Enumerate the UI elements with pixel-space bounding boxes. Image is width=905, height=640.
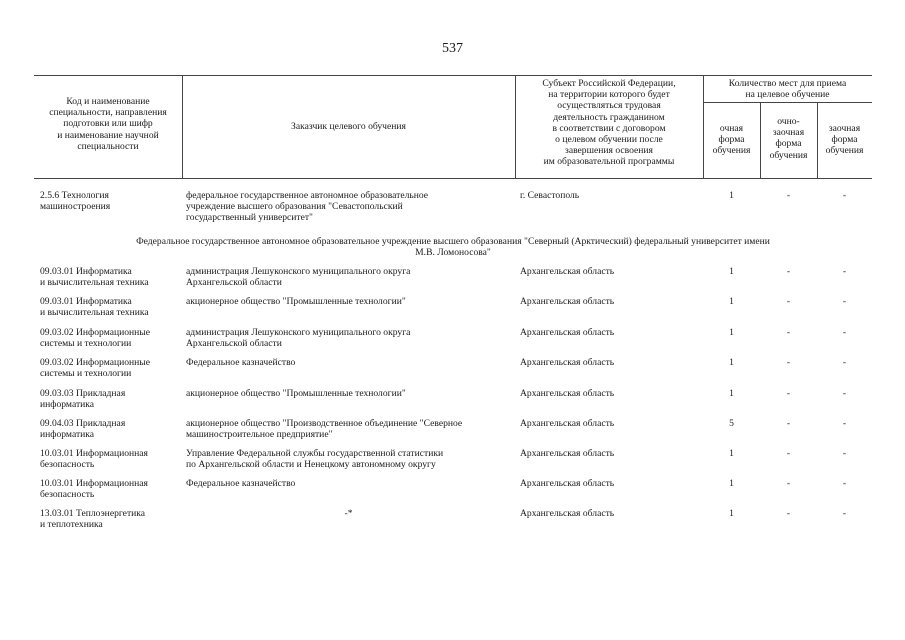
header-sub-rule — [703, 102, 872, 103]
row-code: 09.03.01 Информатика и вычислительная техника — [40, 266, 149, 289]
row-subject: г. Севастополь — [520, 190, 580, 201]
row-subject: Архангельская область — [520, 418, 615, 429]
row-full-time-count: 1 — [729, 448, 734, 459]
row-extramural-count: - — [842, 448, 847, 459]
row-customer: акционерное общество "Промышленные технологии" — [186, 388, 406, 399]
row-customer: -* — [344, 508, 353, 519]
row-code: 09.03.02 Информационные системы и технологии — [40, 357, 151, 380]
row-extramural-count: - — [842, 327, 847, 338]
row-subject: Архангельская область — [520, 448, 615, 459]
header-top-rule — [34, 75, 872, 76]
row-part-time-count: - — [786, 357, 791, 368]
row-part-time-count: - — [786, 418, 791, 429]
row-customer: Управление Федеральной службы государственной статистики по Архангельской области и Ненецкому автономному округу — [186, 448, 444, 471]
row-full-time-count: 1 — [729, 190, 734, 201]
row-subject: Архангельская область — [520, 327, 615, 338]
header-bottom-rule — [34, 178, 872, 179]
row-subject: Архангельская область — [520, 357, 615, 368]
row-customer: федеральное государственное автономное образовательное учреждение высшего образования "Севастопольский государственный университет" — [186, 190, 429, 224]
row-subject: Архангельская область — [520, 296, 615, 307]
row-extramural-count: - — [842, 508, 847, 519]
row-extramural-count: - — [842, 296, 847, 307]
row-part-time-count: - — [786, 327, 791, 338]
row-extramural-count: - — [842, 190, 847, 201]
row-code: 09.04.03 Прикладная информатика — [40, 418, 126, 441]
row-customer: акционерное общество "Промышленные технологии" — [186, 296, 406, 307]
row-code: 09.03.03 Прикладная информатика — [40, 388, 126, 411]
row-code: 09.03.02 Информационные системы и технологии — [40, 327, 151, 350]
row-full-time-count: 5 — [729, 418, 734, 429]
row-customer: администрация Лешуконского муниципального округа Архангельской области — [186, 327, 411, 350]
row-full-time-count: 1 — [729, 327, 734, 338]
row-full-time-count: 1 — [729, 296, 734, 307]
header-extramural-column: заочная форма обучения — [825, 123, 864, 157]
row-extramural-count: - — [842, 418, 847, 429]
header-full-time-column: очная форма обучения — [712, 123, 751, 157]
header-code-column: Код и наименование специальности, направления подготовки или шифр и наименование научной специальности — [49, 96, 167, 152]
row-customer: акционерное общество "Производственное объединение "Северное машиностроительное предприятие" — [186, 418, 463, 441]
row-subject: Архангельская область — [520, 478, 615, 489]
row-subject: Архангельская область — [520, 508, 615, 519]
row-code: 10.03.01 Информационная безопасность — [40, 448, 148, 471]
row-extramural-count: - — [842, 357, 847, 368]
section-title: Федеральное государственное автономное образовательное учреждение высшего образования "Северный (Арктический) федеральный университет имени М.В. Ломоносова" — [136, 236, 770, 259]
row-code: 10.03.01 Информационная безопасность — [40, 478, 148, 501]
row-part-time-count: - — [786, 448, 791, 459]
row-part-time-count: - — [786, 190, 791, 201]
page-number: 537 — [442, 41, 463, 56]
row-full-time-count: 1 — [729, 508, 734, 519]
row-part-time-count: - — [786, 388, 791, 399]
header-part-time-column: очно- заочная форма обучения — [769, 116, 808, 161]
row-subject: Архангельская область — [520, 266, 615, 277]
row-extramural-count: - — [842, 478, 847, 489]
row-customer: Федеральное казначейство — [186, 357, 296, 368]
row-code: 13.03.01 Теплоэнергетика и теплотехника — [40, 508, 146, 531]
row-full-time-count: 1 — [729, 388, 734, 399]
row-subject: Архангельская область — [520, 388, 615, 399]
row-customer: администрация Лешуконского муниципального округа Архангельской области — [186, 266, 411, 289]
row-full-time-count: 1 — [729, 357, 734, 368]
row-full-time-count: 1 — [729, 478, 734, 489]
row-part-time-count: - — [786, 478, 791, 489]
row-extramural-count: - — [842, 388, 847, 399]
row-part-time-count: - — [786, 296, 791, 307]
header-customer-column: Заказчик целевого обучения — [291, 121, 406, 132]
row-part-time-count: - — [786, 266, 791, 277]
row-code: 2.5.6 Технология машиностроения — [40, 190, 111, 213]
header-subject-column: Субъект Российской Федерации, на территории которого будет осуществляться трудовая деятельность гражданином в соответствии с договором о целевом обучении после завершения освоения им образовательной программы — [542, 78, 676, 168]
row-customer: Федеральное казначейство — [186, 478, 296, 489]
header-count-column: Количество мест для приема на целевое обучение — [728, 78, 847, 101]
row-code: 09.03.01 Информатика и вычислительная техника — [40, 296, 149, 319]
row-part-time-count: - — [786, 508, 791, 519]
row-extramural-count: - — [842, 266, 847, 277]
row-full-time-count: 1 — [729, 266, 734, 277]
